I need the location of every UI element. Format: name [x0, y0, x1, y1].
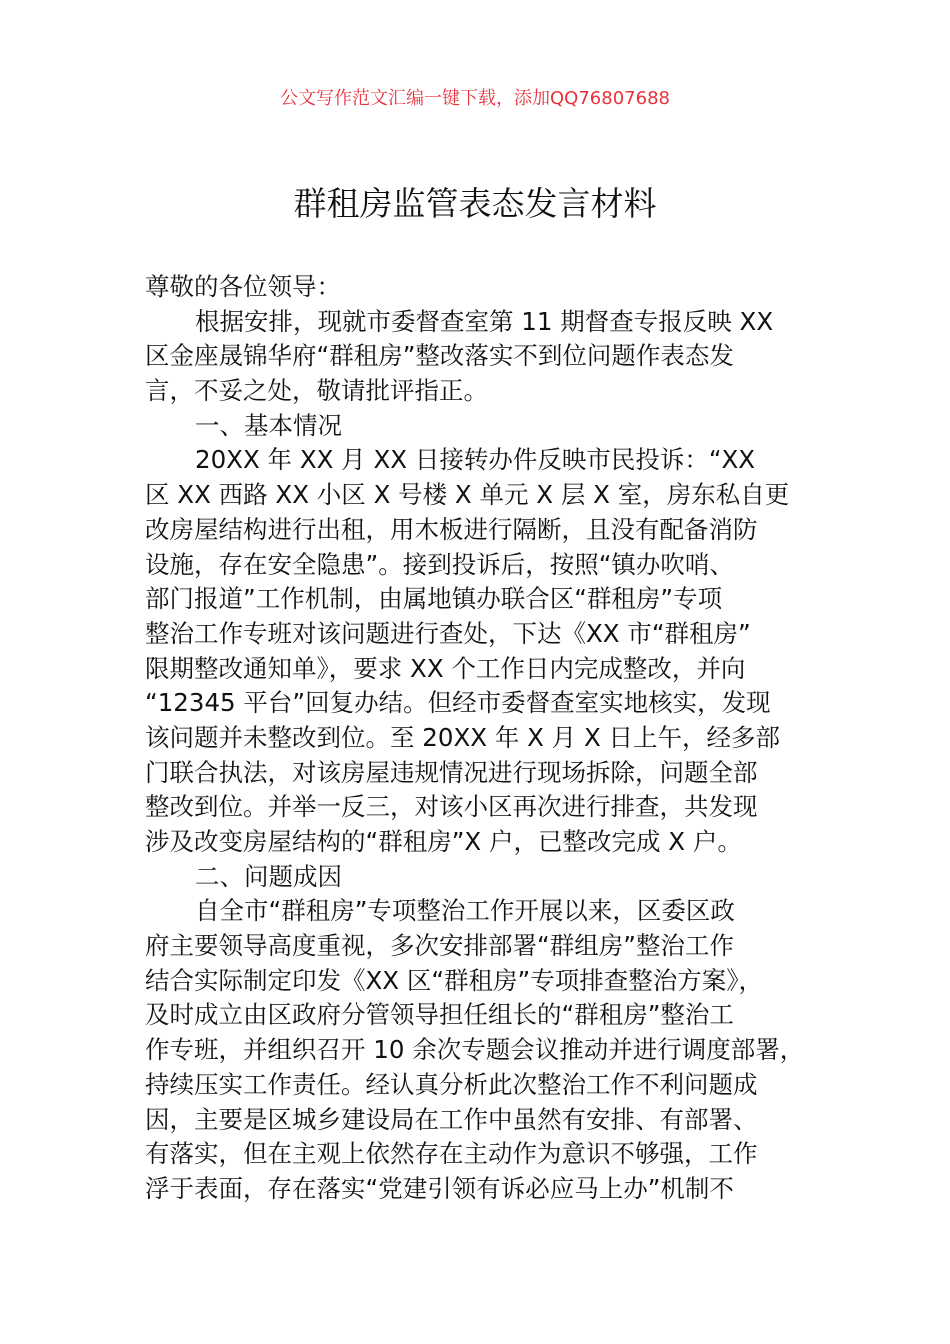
- text-line: 门联合执法，对该房屋违规情况进行现场拆除，问题全部: [145, 757, 758, 787]
- text-line: 及时成立由区政府分管领导担任组长的“群租房”整治工: [145, 1000, 734, 1030]
- text-line: “12345 平台”回复办结。但经市委督查室实地核实，发现: [145, 688, 771, 718]
- text-line: 区 XX 西路 XX 小区 X 号楼 X 单元 X 层 X 室，房东私自更: [145, 480, 790, 510]
- text-line: 府主要领导高度重视，多次安排部署“群组房”整治工作: [145, 931, 734, 961]
- text-line: 作专班，并组织召开 10 余次专题会议推动并进行调度部署，: [145, 1035, 805, 1065]
- text-line: 该问题并未整改到位。至 20XX 年 X 月 X 日上午，经多部: [145, 722, 781, 752]
- text-line: 改房屋结构进行出租，用木板进行隔断，且没有配备消防: [145, 514, 758, 544]
- text-line: 自全市“群租房”专项整治工作开展以来，区委区政: [195, 896, 735, 926]
- text-line: 部门报道”工作机制，由属地镇办联合区“群租房”专项: [145, 584, 723, 614]
- text-line: 涉及改变房屋结构的“群租房”X 户，已整改完成 X 户。: [145, 827, 742, 856]
- text-line: 根据安排，现就市委督查室第 11 期督查专报反映 XX: [195, 306, 774, 336]
- page-title: 群租房监管表态发言材料: [293, 184, 657, 223]
- text-line: 结合实际制定印发《XX 区“群租房”专项排查整治方案》，: [145, 965, 763, 995]
- text-line: 浮于表面，存在落实“党建引领有诉必应马上办”机制不: [145, 1173, 734, 1203]
- download-banner: 公文写作范文汇编一键下载，添加QQ76807688: [280, 88, 670, 109]
- salutation: 尊敬的各位领导：: [145, 272, 341, 301]
- section-heading: 一、基本情况: [195, 410, 342, 440]
- text-line: 区金座晟锦华府“群租房”整改落实不到位问题作表态发: [145, 341, 734, 371]
- text-line: 有落实，但在主观上依然存在主动作为意识不够强，工作: [145, 1139, 758, 1169]
- text-line: 设施，存在安全隐患”。接到投诉后，按照“镇办吹哨、: [145, 549, 734, 579]
- text-line: 整治工作专班对该问题进行查处，下达《XX 市“群租房”: [145, 618, 751, 648]
- text-line: 言，不妥之处，敬请批评指正。: [145, 376, 488, 406]
- text-line: 持续压实工作责任。经认真分析此次整治工作不利问题成: [145, 1069, 758, 1099]
- text-line: 整改到位。并举一反三，对该小区再次进行排查，共发现: [145, 792, 758, 822]
- text-line: 限期整改通知单》，要求 XX 个工作日内完成整改，并向: [145, 653, 746, 683]
- text-line: 因，主要是区城乡建设局在工作中虽然有安排、有部署、: [145, 1104, 758, 1134]
- document-body: [145, 270, 825, 1207]
- section-heading: 二、问题成因: [195, 861, 342, 891]
- text-line: 20XX 年 XX 月 XX 日接转办件反映市民投诉：“XX: [195, 445, 756, 475]
